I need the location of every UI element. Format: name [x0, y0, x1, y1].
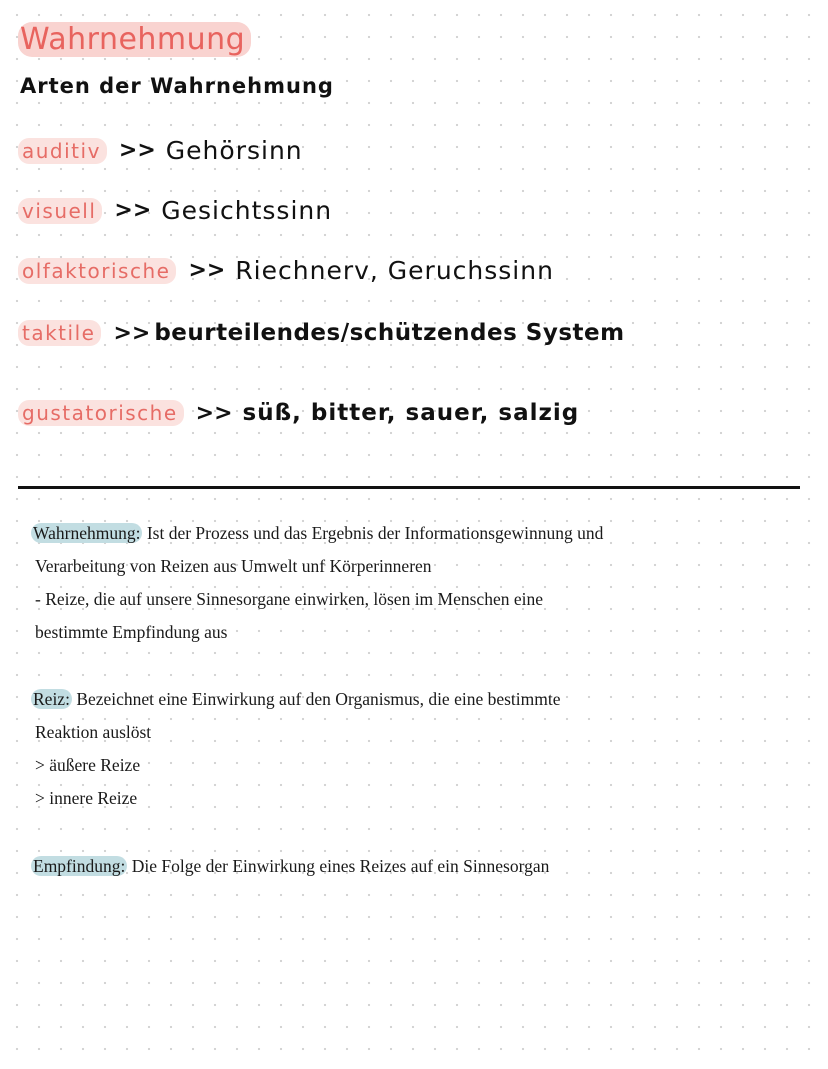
type-description: beurteilendes/schützendes System [154, 320, 625, 346]
type-description: Riechnerv, Geruchssinn [235, 256, 554, 285]
arrow-icon: >> [113, 320, 151, 346]
type-description: Gesichtssinn [161, 196, 333, 225]
definition-wahrnehmung [35, 517, 775, 649]
type-term: auditiv [18, 138, 107, 164]
definition-line: - Reize, die auf unsere Sinnesorgane einwirken, lösen im Menschen eine [35, 589, 543, 609]
definition-line [35, 683, 775, 716]
section-subtitle: Arten der Wahrnehmung [20, 74, 334, 98]
definition-line: > äußere Reize [35, 755, 141, 775]
definition-empfindung [35, 850, 775, 883]
definition-text: Bezeichnet eine Einwirkung auf den Organismus, die eine bestimmte [76, 689, 561, 709]
type-row-olfaktorische [18, 256, 554, 285]
type-term: gustatorische [18, 400, 184, 426]
arrow-icon: >> [114, 198, 152, 223]
page-title [18, 22, 251, 57]
type-row-visuell [18, 196, 332, 225]
definition-text: Die Folge der Einwirkung eines Reizes auf ein Sinnesorgan [131, 856, 550, 876]
definition-keyword: Wahrnehmung: [33, 523, 141, 543]
arrow-icon: >> [188, 258, 226, 283]
section-divider [18, 486, 800, 489]
type-term: olfaktorische [18, 258, 176, 284]
type-row-gustatorische [18, 400, 579, 426]
arrow-icon: >> [195, 400, 233, 426]
definition-line: Reaktion auslöst [35, 722, 152, 742]
type-term: taktile [18, 320, 101, 346]
definition-line [35, 850, 775, 883]
definition-text: Ist der Prozess und das Ergebnis der Informationsgewinnung und [146, 523, 604, 543]
type-row-taktile [18, 320, 625, 346]
type-description: süß, bitter, sauer, salzig [242, 400, 580, 426]
definition-line: Verarbeitung von Reizen aus Umwelt unf Körperinneren [35, 556, 432, 576]
type-row-auditiv [18, 136, 303, 165]
definition-line: > innere Reize [35, 788, 138, 808]
page-title-text: Wahrnehmung [18, 22, 251, 57]
arrow-icon: >> [118, 138, 156, 163]
definition-reiz [35, 683, 775, 815]
type-description: Gehörsinn [165, 136, 303, 165]
definition-line: bestimmte Empfindung aus [35, 622, 228, 642]
definition-line [35, 517, 775, 550]
definition-keyword: Empfindung: [33, 856, 126, 876]
type-term: visuell [18, 198, 102, 224]
definition-keyword: Reiz: [33, 689, 70, 709]
